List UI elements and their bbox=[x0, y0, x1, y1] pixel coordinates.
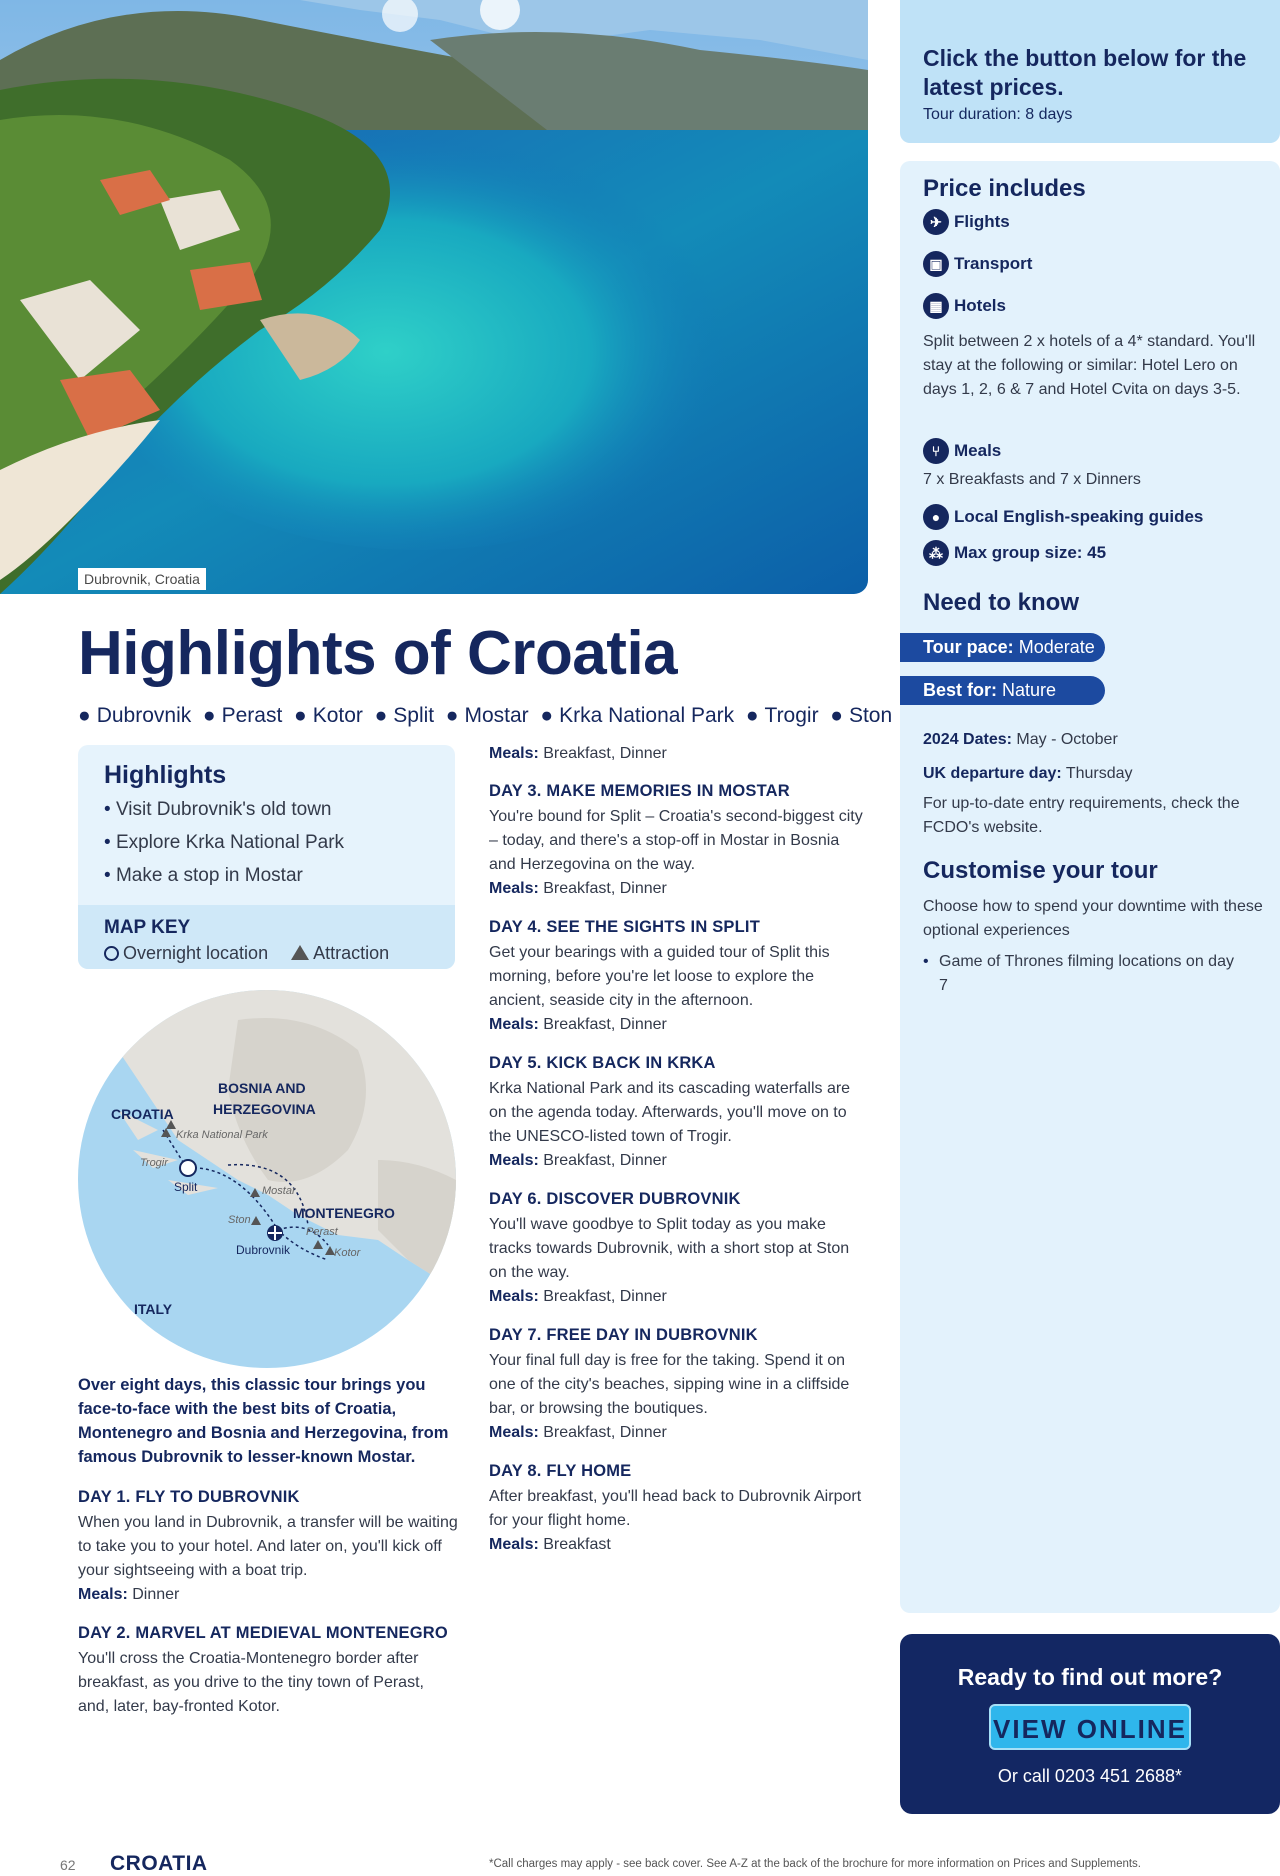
pill-value: Moderate bbox=[1018, 637, 1095, 657]
intro-text: Over eight days, this classic tour brings you face-to-face with the best bits of Croatia, Montenegro and Bosnia and Herzegovina, from famous Dubrovnik to lesser-known Mostar. bbox=[78, 1376, 449, 1466]
day-meals: Breakfast, Dinner bbox=[543, 1288, 667, 1305]
include-meals bbox=[923, 438, 1001, 464]
customise-option bbox=[923, 950, 1243, 998]
destination-item: Dubrovnik bbox=[96, 704, 192, 727]
departure-value: Thursday bbox=[1065, 765, 1133, 782]
photo-caption: Dubrovnik, Croatia bbox=[78, 568, 206, 590]
include-group-size bbox=[923, 540, 1106, 566]
tour-duration: Tour duration: 8 days bbox=[923, 106, 1073, 123]
map-key-title: MAP KEY bbox=[104, 917, 191, 938]
day-title: DAY 1. FLY TO DUBROVNIK bbox=[78, 1488, 300, 1506]
meals-label: Meals: bbox=[489, 1424, 539, 1441]
cta-question: Ready to find out more? bbox=[957, 1664, 1223, 1690]
day-2-meals bbox=[489, 745, 667, 763]
map-place-kotor: Kotor bbox=[334, 1247, 361, 1259]
day-2 bbox=[78, 1624, 458, 1719]
include-flights bbox=[923, 209, 1010, 235]
day-3 bbox=[489, 782, 869, 901]
day-text: After breakfast, you'll head back to Dubrovnik Airport for your flight home. bbox=[489, 1488, 862, 1529]
map-label-croatia: CROATIA bbox=[111, 1106, 174, 1122]
map-label-italy: ITALY bbox=[134, 1301, 173, 1317]
destination-item: Kotor bbox=[312, 704, 363, 727]
need-to-know-heading: Need to know bbox=[923, 589, 1080, 616]
day-7 bbox=[489, 1326, 869, 1445]
include-label: Flights bbox=[954, 212, 1010, 231]
day-text: Your final full day is free for the taking. Spend it on one of the city's beaches, sipping wine in a cliffside bar, or browsing the boutiques. bbox=[489, 1352, 850, 1417]
day-title: DAY 4. SEE THE SIGHTS IN SPLIT bbox=[489, 918, 760, 936]
price-box bbox=[900, 0, 1280, 143]
include-label: Hotels bbox=[954, 296, 1006, 315]
hero-photo bbox=[0, 0, 868, 594]
meals-label: Meals: bbox=[489, 880, 539, 897]
dates-value: May - October bbox=[1016, 731, 1118, 748]
include-transport bbox=[923, 251, 1032, 277]
include-label: Transport bbox=[954, 254, 1033, 273]
day-title: DAY 7. FREE DAY IN DUBROVNIK bbox=[489, 1326, 758, 1344]
highlight-item: • Explore Krka National Park bbox=[104, 832, 344, 865]
day-8 bbox=[489, 1462, 869, 1557]
meals-label: Meals: bbox=[489, 1536, 539, 1553]
overnight-circle-icon bbox=[104, 946, 119, 961]
highlights-box bbox=[78, 745, 455, 969]
highlights-heading: Highlights bbox=[104, 761, 227, 789]
day-6 bbox=[489, 1190, 869, 1309]
highlight-item: • Make a stop in Mostar bbox=[104, 865, 344, 898]
destination-item: Trogir bbox=[764, 704, 819, 727]
map-label-bosnia: BOSNIA AND bbox=[218, 1080, 306, 1096]
hotel-icon: ▦ bbox=[923, 293, 949, 319]
info-panel bbox=[900, 161, 1280, 1613]
destination-item: Ston bbox=[848, 704, 893, 727]
departure-day bbox=[923, 762, 1133, 786]
day-meals: Breakfast, Dinner bbox=[543, 880, 667, 897]
map-place-mostar: Mostar bbox=[262, 1185, 296, 1197]
customise-option-text: Game of Thrones filming locations on day 7 bbox=[939, 953, 1234, 994]
map-label-montenegro: MONTENEGRO bbox=[293, 1205, 395, 1221]
destination-item: Mostar bbox=[464, 704, 529, 727]
departure-label: UK departure day: bbox=[923, 765, 1062, 782]
map-label-herzegovina: HERZEGOVINA bbox=[213, 1101, 316, 1117]
tour-pace-pill bbox=[900, 633, 1105, 662]
tour-dates bbox=[923, 728, 1118, 752]
map-key-attraction: Attraction bbox=[313, 943, 390, 963]
day-meals: Dinner bbox=[132, 1586, 180, 1603]
day-text: You're bound for Split – Croatia's second-biggest city – today, and there's a stop-off in Mostar in Bosnia and Herzegovina on the way. bbox=[489, 808, 863, 873]
day-meals: Breakfast, Dinner bbox=[543, 1424, 667, 1441]
highlights-list bbox=[104, 799, 344, 898]
day-title: DAY 3. MAKE MEMORIES IN MOSTAR bbox=[489, 782, 790, 800]
view-online-button[interactable]: VIEW ONLINE bbox=[989, 1704, 1191, 1750]
dates-label: 2024 Dates: bbox=[923, 731, 1012, 748]
day-title: DAY 8. FLY HOME bbox=[489, 1462, 632, 1480]
cutlery-icon: ⑂ bbox=[923, 438, 949, 464]
entry-requirements: For up-to-date entry requirements, check the FCDO's website. bbox=[923, 795, 1240, 836]
price-prompt: Click the button below for the latest prices. bbox=[923, 45, 1247, 100]
map-place-dubrovnik: Dubrovnik bbox=[236, 1243, 291, 1257]
group-icon: ⁂ bbox=[923, 540, 949, 566]
bullet-icon: • bbox=[923, 953, 929, 970]
price-includes-heading: Price includes bbox=[923, 175, 1086, 202]
pill-label: Tour pace: bbox=[923, 637, 1014, 657]
destination-item: Krka National Park bbox=[559, 704, 735, 727]
pill-value: Nature bbox=[1002, 680, 1057, 700]
highlight-item: • Visit Dubrovnik's old town bbox=[104, 799, 344, 832]
footer-country: CROATIA bbox=[110, 1852, 208, 1875]
meals-label: Meals: bbox=[489, 1288, 539, 1305]
include-label: Local English-speaking guides bbox=[954, 507, 1204, 526]
page-number: 62 bbox=[60, 1857, 76, 1873]
route-map bbox=[78, 990, 456, 1368]
day-title: DAY 5. KICK BACK IN KRKA bbox=[489, 1054, 716, 1072]
day-text: You'll wave goodbye to Split today as you make tracks towards Dubrovnik, with a short stop at Ston on the way. bbox=[489, 1216, 850, 1281]
meals-label: Meals: bbox=[489, 1152, 539, 1169]
page-title: Highlights of Croatia bbox=[78, 619, 678, 688]
meals-label: Meals: bbox=[489, 1016, 539, 1033]
best-for-pill bbox=[900, 676, 1105, 705]
day-meals: Breakfast, Dinner bbox=[543, 1016, 667, 1033]
map-place-krka: Krka National Park bbox=[176, 1129, 268, 1141]
call-text: Or call 0203 451 2688* bbox=[997, 1766, 1183, 1786]
day-1 bbox=[78, 1488, 458, 1607]
include-label: Meals bbox=[954, 441, 1002, 460]
destination-item: Split bbox=[393, 704, 435, 727]
footer-note: *Call charges may apply - see back cover. See A-Z at the back of the brochure for more information on Prices and Supplements. bbox=[489, 1858, 1141, 1870]
day-title: DAY 2. MARVEL AT MEDIEVAL MONTENEGRO bbox=[78, 1624, 448, 1642]
day-5 bbox=[489, 1054, 869, 1173]
meals-label: Meals: bbox=[78, 1586, 128, 1603]
map-key bbox=[78, 905, 455, 969]
day-text: Krka National Park and its cascading waterfalls are on the agenda today. Afterwards, you'll move on to the UNESCO-listed town of Trogir. bbox=[489, 1080, 851, 1145]
meals-label: Meals: bbox=[489, 745, 539, 762]
guide-icon: ● bbox=[923, 504, 949, 530]
day-4 bbox=[489, 918, 869, 1037]
map-place-perast: Perast bbox=[306, 1226, 338, 1238]
customise-text: Choose how to spend your downtime with these optional experiences bbox=[923, 898, 1263, 939]
map-place-ston: Ston bbox=[228, 1214, 251, 1226]
day-text: You'll cross the Croatia-Montenegro border after breakfast, as you drive to the tiny town of Perast, and, later, bay-fronted Kotor. bbox=[78, 1650, 424, 1715]
map-place-trogir: Trogir bbox=[140, 1157, 168, 1169]
include-hotels bbox=[923, 293, 1006, 319]
destination-item: Perast bbox=[221, 704, 283, 727]
day-title: DAY 6. DISCOVER DUBROVNIK bbox=[489, 1190, 741, 1208]
attraction-triangle-icon bbox=[291, 945, 309, 960]
day-text: When you land in Dubrovnik, a transfer will be waiting to take you to your hotel. And later on, you'll kick off your sightseeing with a boat trip. bbox=[78, 1514, 458, 1579]
cta-box bbox=[900, 1634, 1280, 1814]
hotels-detail: Split between 2 x hotels of a 4* standard. You'll stay at the following or similar: Hotel Lero on days 1, 2, 6 & 7 and Hotel Cvita on days 3-5. bbox=[923, 333, 1256, 398]
day-meals: Breakfast, Dinner bbox=[543, 745, 667, 762]
map-place-split: Split bbox=[174, 1180, 198, 1194]
plane-icon: ✈ bbox=[923, 209, 949, 235]
day-meals: Breakfast bbox=[543, 1536, 611, 1553]
pill-label: Best for: bbox=[923, 680, 998, 700]
destination-list: ● Dubrovnik ● Perast ● Kotor ● Split ● Mostar ● Krka National Park ● Trogir ● Ston bbox=[78, 704, 893, 727]
day-meals: Breakfast, Dinner bbox=[543, 1152, 667, 1169]
include-guides bbox=[923, 504, 1203, 530]
day-text: Get your bearings with a guided tour of Split this morning, before you're let loose to explore the ancient, seaside city in the afternoon. bbox=[489, 944, 830, 1009]
meals-detail: 7 x Breakfasts and 7 x Dinners bbox=[923, 471, 1141, 488]
bus-icon: ▣ bbox=[923, 251, 949, 277]
map-key-overnight: Overnight location bbox=[123, 943, 269, 963]
customise-heading: Customise your tour bbox=[923, 857, 1158, 884]
include-label: Max group size: 45 bbox=[954, 543, 1107, 562]
